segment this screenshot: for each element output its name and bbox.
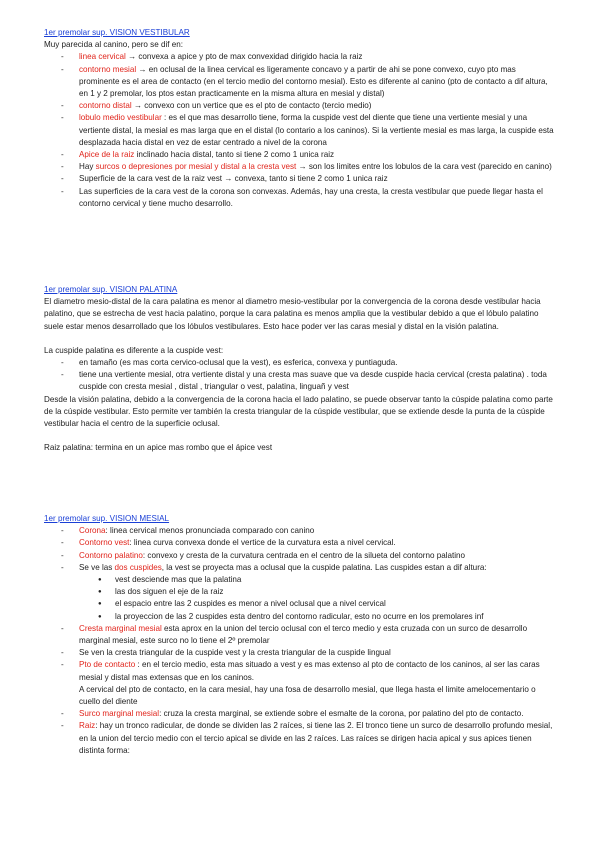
list-item: - Hay surcos o depresiones por mesial y distal a la cresta vest → son los limites entre los lobulos de la cara vest (parecido en canino) — [44, 161, 556, 173]
bullet-item: ● la proyeccion de las 2 cuspides esta dentro del contorno radicular, esto no ocurre en los premolares inf — [44, 611, 556, 623]
section-vision-mesial — [44, 513, 556, 757]
bullet-item: ● las dos siguen el eje de la raiz — [44, 586, 556, 598]
list-item: - Contorno palatino: convexo y cresta de la curvatura centrada en el centro de la silueta del contorno palatino — [44, 550, 556, 562]
paragraph: A cervical del pto de contacto, en la cara mesial, hay una fosa de desarrollo mesial, que llega hasta el limite amelocementario o cuello del diente — [79, 684, 536, 707]
list-item: - Pto de contacto : en el tercio medio, esta mas situado a vest y es mas extenso al pto de contacto de los caninos, al ser las caras mesial y distal mas extensas que en los caninos. — [44, 659, 556, 683]
list-item: - Cresta marginal mesial esta aprox en la union del tercio oclusal con el terco medio y esta cruzada con un surco de desarrollo marginal mesial, este surco no lo tiene el 2º premolar — [44, 623, 556, 647]
list-item: - Contorno vest: linea curva convexa donde el vertice de la curvatura esta a nivel cervical. — [44, 537, 556, 549]
list-item: - linea cervical → convexa a apice y pto de max convexidad dirigido hacia la raiz — [44, 51, 556, 63]
section-heading-vestibular[interactable]: 1er premolar sup. VISION VESTIBULAR — [44, 28, 190, 37]
section-heading-palatina[interactable]: 1er premolar sup. VISION PALATINA — [44, 285, 178, 294]
paragraph: Desde la visión palatina, debido a la convergencia de la corona hacia el lado palatino, se puede observar tanto la cúspide palatina como parte de la cúspide vestibular. Esto permite ver también la cresta triangular de la cúspide vestibular, que se extiende desde la punta de la cúspide vestibular hacia el centro de la superficie oclusal. — [44, 394, 553, 429]
paragraph: La cuspide palatina es diferente a la cuspide vest: — [44, 345, 224, 355]
intro-text: Muy parecida al canino, pero se dif en: — [44, 40, 184, 50]
list-item: - tiene una vertiente mesial, otra vertiente distal y una cresta mas suave que va desde cuspide hacia cervical (cresta palatina) . toda cuspide con cresta mesial , distal , triangular o vest, palatina, linguañ y vest — [44, 369, 556, 393]
list-item: - Se ven la cresta triangular de la cuspide vest y la cresta triangular de la cuspide lingual — [44, 647, 556, 659]
list-item: - Superficie de la cara vest de la raiz vest → convexa, tanto si tiene 2 como 1 unica raiz — [44, 173, 556, 185]
list-item: - en tamaño (es mas corta cervico-oclusal que la vest), es esferica, convexa y puntiaguda. — [44, 357, 556, 369]
section-vision-palatina — [44, 284, 556, 454]
list-item: - Surco marginal mesial: cruza la cresta marginal, se extiende sobre el esmalte de la corona, por palatino del pto de contacto. — [44, 708, 556, 720]
list-item: - Corona: linea cervical menos pronunciada comparado con canino — [44, 525, 556, 537]
list-item: - contorno mesial → en oclusal de la linea cervical es ligeramente concavo y a partir de ahi se pone convexo, cuyo pto mas prominente es el area de contacto (en el tercio medio del contorno mesial). Esto es diferente al canino (pto de contacto a dif altura, en 1 y 2 premolar, los ptos estan practicamente en la misma altura en mesial y distal) — [44, 64, 556, 101]
list-item: - Se ve las dos cuspides, la vest se proyecta mas a oclusal que la cuspide palatina. Las cuspides estan a dif altura: — [44, 562, 556, 574]
list-item: - Raiz: hay un tronco radicular, de donde se dividen las 2 raíces, si tiene las 2. El tronco tiene un surco de desarrollo profundo mesial, en la union del tercio medio con el tercio apical se divide en las 2 raíces. Las raíces se dirigen hacia apical y sus apices tienen distinta forma: — [44, 720, 556, 757]
section-vision-vestibular — [44, 27, 556, 210]
bullet-item: ● vest desciende mas que la palatina — [44, 574, 556, 586]
list-item: - contorno distal → convexo con un vertice que es el pto de contacto (tercio medio) — [44, 100, 556, 112]
paragraph: El diametro mesio-distal de la cara palatina es menor al diametro mesio-vestibular por la convergencia de la corona desde vestibular hacia palatino, que se estrecha de vest hacia palatino, porque la cara palatina es menos amplia que la vestibular debido a que el lóbulo palatino suele estar menos desarrollado que los lóbulos vestibulares. Esto hace poder ver las caras mesial y distal en la visión palatina. — [44, 297, 541, 331]
section-heading-mesial[interactable]: 1er premolar sup. VISION MESIAL — [44, 514, 170, 523]
bullet-item: ● el espacio entre las 2 cuspides es menor a nivel oclusal que a nivel cervical — [44, 598, 556, 610]
list-item: - Las superficies de la cara vest de la corona son convexas. Además, hay una cresta, la cresta vestibular que puede llegar hasta el contorno cervical y tiene mucho desarrollo. — [44, 186, 556, 210]
list-item: - lobulo medio vestibular : es el que mas desarrollo tiene, forma la cuspide vest del diente que tiene una vertiente mesial y una vertiente distal, la mesial es mas larga que en el distal (lo contario a los caninos). Si la vertiente mesial es mas larga, la cuspide esta desplazada hacia distal en vez de estar centrado a nivel de la corona — [44, 112, 556, 149]
paragraph: Raiz palatina: termina en un apice mas rombo que el ápice vest — [44, 443, 273, 453]
list-item: - Apice de la raiz inclinado hacia distal, tanto si tiene 2 como 1 unica raiz — [44, 149, 556, 161]
